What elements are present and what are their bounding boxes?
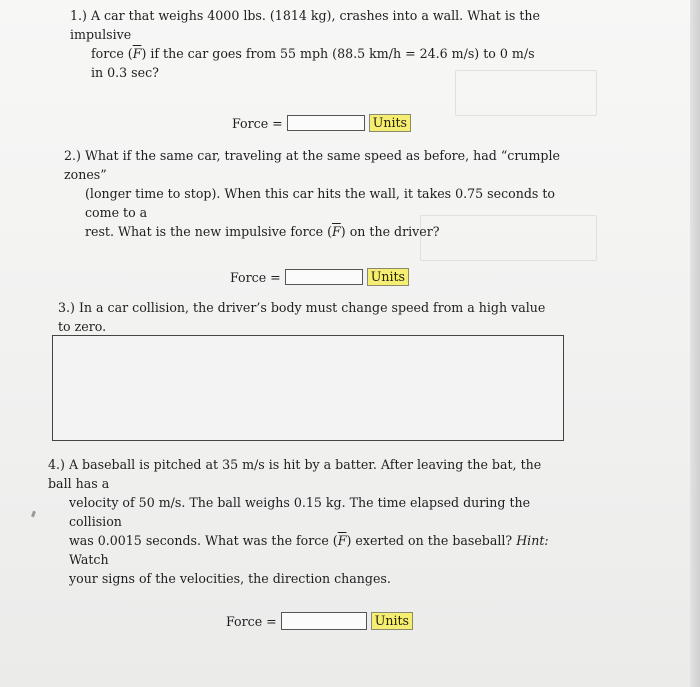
- answer-row-q4: [226, 612, 413, 630]
- force-symbol: $\overline{F}$: [132, 46, 142, 61]
- question-1: [70, 6, 550, 82]
- force-answer-input[interactable]: [281, 612, 367, 630]
- question-text: In a car collision, the driver’s body must change speed from a high value to zero.: [58, 300, 546, 334]
- answer-row-q1: [232, 114, 411, 132]
- question-text-line: force $(\overline{F})$ if the car goes from 55 mph (88.5 km/h = 24.6 m/s) to 0 m/s in 0.3 sec?: [91, 46, 535, 80]
- question-text-line: rest. What is the new impulsive force $(\overline{F})$ on the driver?: [85, 224, 440, 239]
- question-text-line: your signs of the velocities, the direction changes.: [69, 571, 391, 586]
- answer-row-q2: [230, 268, 409, 286]
- units-dropdown[interactable]: Units: [369, 114, 411, 132]
- question-number: 4.): [48, 457, 65, 472]
- question-text-line: was 0.0015 seconds. What was the force $(\overline{F})$ exerted on the baseball? Hint: Watch: [69, 533, 549, 567]
- question-text: What if the same car, traveling at the same speed as before, had “crumple zones”: [64, 148, 560, 182]
- stray-pen-mark: [31, 511, 36, 518]
- units-dropdown[interactable]: Units: [367, 268, 409, 286]
- question-2: [64, 146, 564, 241]
- question-text-line: (longer time to stop). When this car hits the wall, it takes 0.75 seconds to come to a: [85, 186, 555, 220]
- force-answer-input[interactable]: [285, 269, 363, 285]
- essay-answer-textarea[interactable]: [52, 335, 564, 441]
- question-4: [48, 455, 568, 588]
- question-number: 2.): [64, 148, 81, 163]
- hint-label: Hint:: [516, 533, 549, 548]
- force-symbol: $\overline{F}$: [332, 224, 341, 239]
- question-text: A baseball is pitched at 35 m/s is hit by a batter. After leaving the bat, the ball has a: [48, 457, 542, 491]
- force-symbol: $\overline{F}$: [337, 533, 347, 548]
- page-edge-shadow: [690, 0, 700, 687]
- force-label: Force =: [230, 269, 281, 285]
- question-number: 1.): [70, 8, 87, 23]
- force-label: Force =: [226, 613, 277, 629]
- question-text: A car that weighs 4000 lbs. (1814 kg), crashes into a wall. What is the impulsive: [70, 8, 540, 42]
- force-answer-input[interactable]: [287, 115, 365, 131]
- question-number: 3.): [58, 300, 75, 315]
- question-text-line: velocity of 50 m/s. The ball weighs 0.15 kg. The time elapsed during the collision: [69, 495, 531, 529]
- units-dropdown[interactable]: Units: [371, 612, 413, 630]
- force-label: Force =: [232, 115, 283, 131]
